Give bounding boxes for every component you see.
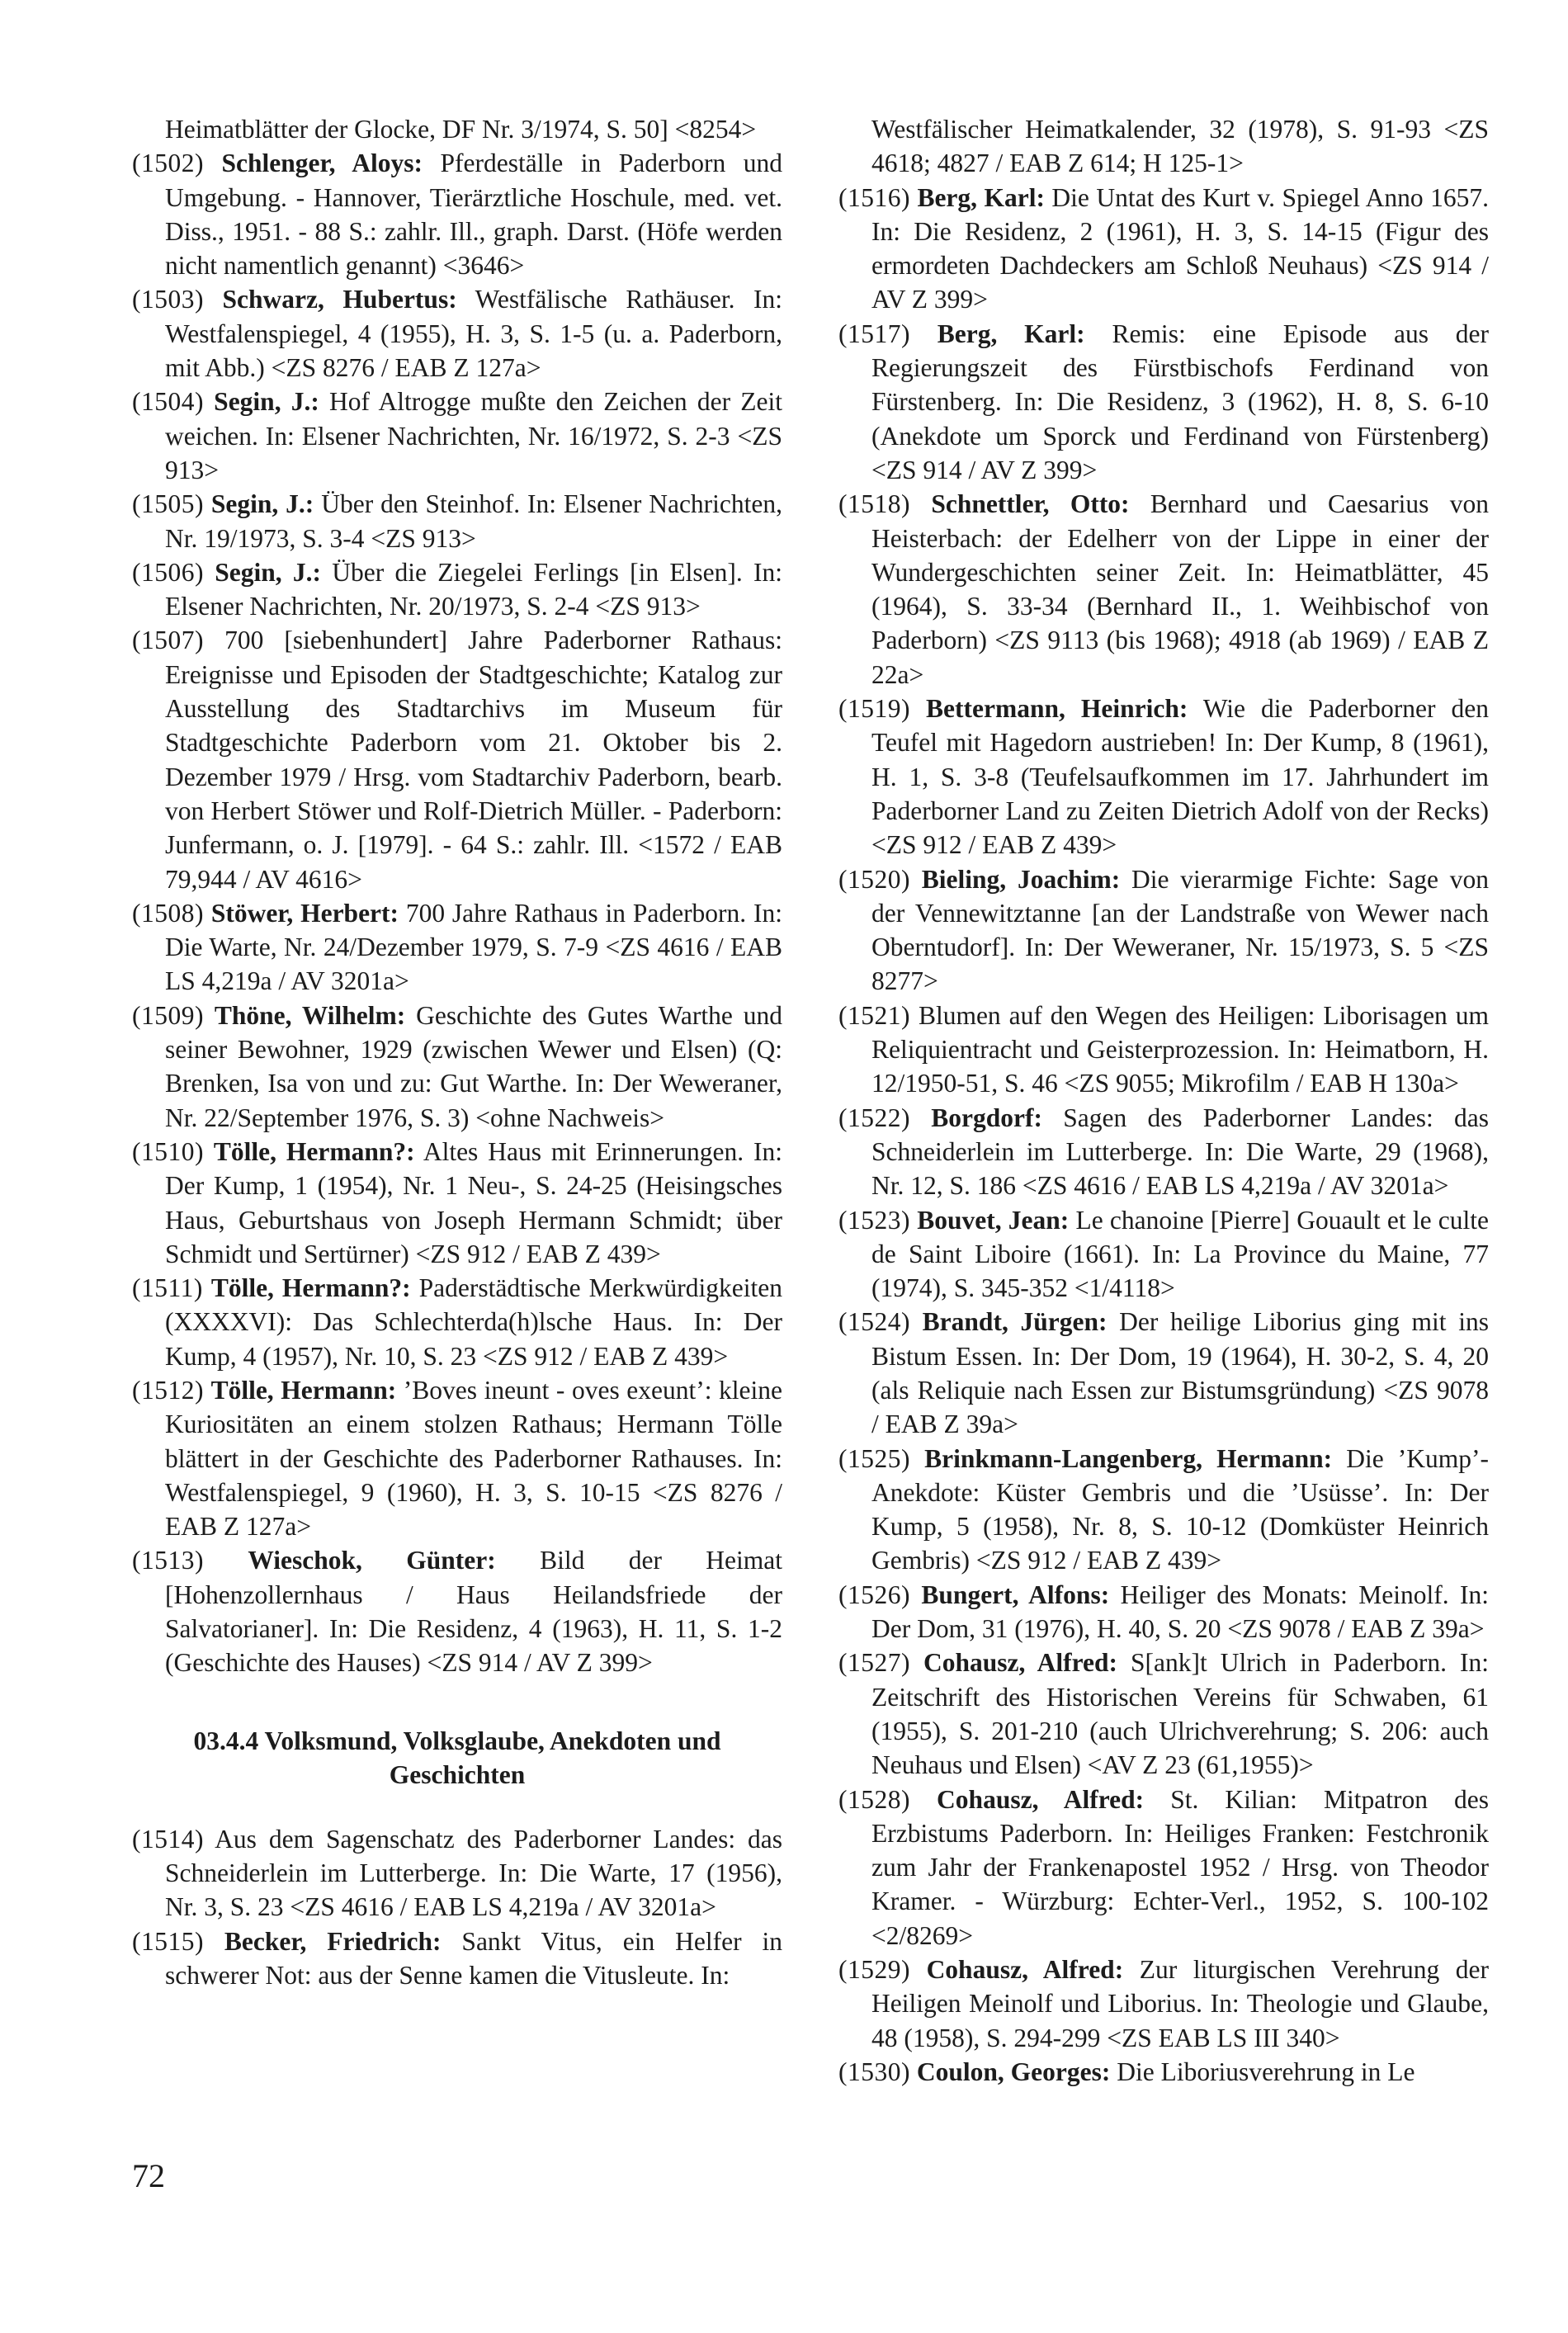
bibliography-entry xyxy=(132,1373,782,1543)
entry-author: Wieschok, Günter: xyxy=(248,1546,496,1575)
entry-text: ’Boves ineunt - oves exeunt’: kleine Kuriositäten an einem stolzen Rathaus; Hermann Tölle blättert in der Geschichte des Paderborner Rathauses. In: Westfalenspiegel, 9 (1960), H. 3, S. 10-15 <ZS 8276 / EAB Z 127a> xyxy=(165,1375,782,1542)
entry-author: Cohausz, Alfred: xyxy=(926,1955,1124,1985)
entry-author: Berg, Karl: xyxy=(937,319,1085,348)
entry-author: Bouvet, Jean: xyxy=(917,1205,1070,1235)
entry-text: Westfälische Rathäuser. In: Westfalenspiegel, 4 (1955), H. 3, S. 1-5 (u. a. Paderborn, mit Abb.) <ZS 8276 / EAB Z 127a> xyxy=(165,285,782,383)
right-column xyxy=(838,112,1489,2089)
bibliography-entry xyxy=(132,896,782,999)
bibliography-entry xyxy=(132,146,782,282)
bibliography-entry xyxy=(838,1203,1489,1306)
bibliography-entry xyxy=(838,1953,1489,2055)
entry-text: Bernhard und Caesarius von Heisterbach: der Edelherr von der Lippe in einer der Wundergeschichten seiner Zeit. In: Heimatblätter, 45 (1964), S. 33-34 (Bernhard II., 1. Weihbischof von Paderborn) <ZS 9113 (bis 1968); 4918 (ab 1969) / EAB Z 22a> xyxy=(871,489,1490,689)
entry-number: (1503) xyxy=(132,285,204,314)
entry-author: Segin, J.: xyxy=(214,387,319,417)
entry-number: (1525) xyxy=(838,1443,910,1473)
entry-author: Cohausz, Alfred: xyxy=(937,1784,1145,1814)
bibliography-entry xyxy=(838,487,1489,692)
entry-text: Blumen auf den Wegen des Heiligen: Liborisagen um Reliquientracht und Geisterprozession. In: Heimatborn, H. 12/1950-51, S. 46 <ZS 9055; Mikrofilm / EAB H 130a> xyxy=(871,1000,1490,1098)
entry-author: Tölle, Hermann?: xyxy=(210,1273,411,1303)
entry-number: (1509) xyxy=(132,1000,204,1030)
entry-number: (1521) xyxy=(838,1000,910,1030)
entry-number: (1519) xyxy=(838,694,910,724)
entry-author: Segin, J.: xyxy=(210,489,314,519)
entry-text: 700 Jahre Rathaus in Paderborn. In: Die Warte, Nr. 24/Dezember 1979, S. 7-9 <ZS 4616 / EAB LS 4,219a / AV 3201a> xyxy=(165,898,782,996)
entry-number: (1520) xyxy=(838,864,910,894)
entry-number: (1530) xyxy=(838,2057,910,2086)
entry-number: (1523) xyxy=(838,1205,910,1235)
entry-text: Hof Altrogge mußte den Zeichen der Zeit weichen. In: Elsener Nachrichten, Nr. 16/1972, S. 2-3 <ZS 913> xyxy=(165,387,782,484)
entry-author: Stöwer, Herbert: xyxy=(210,898,399,928)
entry-text: Wie die Paderborner den Teufel mit Hagedorn austrieben! In: Der Kump, 8 (1961), H. 1, S. 3-8 (Teufelsaufkommen im 17. Jahrhundert im Paderborner Land zu Zeiten Dietrich Adolf von der Recks) <ZS 912 / EAB Z 439> xyxy=(871,694,1490,860)
bibliography-entry xyxy=(838,692,1489,862)
entry-text: Die vierarmige Fichte: Sage von der Vennewitztanne [an der Landstraße von Wewer nach Oberntudorf]. In: Der Weweraner, Nr. 15/1973, S. 5 <ZS 8277> xyxy=(871,864,1490,996)
entry-text: St. Kilian: Mitpatron des Erzbistums Paderborn. In: Heiliges Franken: Festchronik zum Jahr der Frankenapostel 1952 / Hrsg. von Theodor Kramer. - Würzburg: Echter-Verl., 1952, S. 100-102 <2/8269> xyxy=(871,1784,1490,1950)
entry-author: Coulon, Georges: xyxy=(916,2057,1111,2086)
entry-text: Sankt Vitus, ein Helfer in schwerer Not: aus der Senne kamen die Vitusleute. In: xyxy=(165,1926,783,1990)
entry-number: (1515) xyxy=(132,1926,204,1956)
bibliography-entry xyxy=(838,181,1489,317)
left-column xyxy=(132,112,782,1992)
entry-text: S[ank]t Ulrich in Paderborn. In: Zeitschrift des Historischen Vereins für Schwaben, 61 (1955), S. 201-210 (auch Ulrichverehrung; S. 206: auch Neuhaus und Elsen) <AV Z 23 (61,1955)> xyxy=(871,1648,1489,1780)
entry-text: Sagen des Paderborner Landes: das Schneiderlein im Lutterberge. In: Die Warte, 29 (1968), Nr. 12, S. 186 <ZS 4616 / EAB LS 4,219a / AV 3201a> xyxy=(871,1103,1489,1201)
entry-author: Schlenger, Aloys: xyxy=(221,149,423,178)
entry-text: Über die Ziegelei Ferlings [in Elsen]. In: Elsener Nachrichten, Nr. 20/1973, S. 2-4 <ZS 913> xyxy=(165,557,783,621)
entry-number: (1524) xyxy=(838,1307,910,1337)
entry-text: Le chanoine [Pierre] Gouault et le culte de Saint Liboire (1661). In: La Province du Maine, 77 (1974), S. 345-352 <1/4118> xyxy=(871,1205,1490,1303)
bibliography-entry xyxy=(132,487,782,555)
bibliography-entry xyxy=(838,999,1489,1101)
bibliography-entry xyxy=(132,1271,782,1373)
entry-text: Aus dem Sagenschatz des Paderborner Landes: das Schneiderlein im Lutterberge. In: Die Warte, 17 (1956), Nr. 3, S. 23 <ZS 4616 / EAB LS 4,219a / AV 3201a> xyxy=(165,1824,782,1922)
entry-author: Bungert, Alfons: xyxy=(921,1580,1110,1609)
entry-author: Borgdorf: xyxy=(931,1103,1042,1132)
entry-text: Die Untat des Kurt v. Spiegel Anno 1657. In: Die Residenz, 2 (1961), H. 3, S. 14-15 (Figur des ermordeten Dachdeckers am Schloß Neuhaus) <ZS 914 / AV Z 399> xyxy=(871,182,1489,314)
bibliography-entry xyxy=(838,1101,1489,1203)
bibliography-entry xyxy=(132,282,782,385)
entry-text: Heiliger des Monats: Meinolf. In: Der Dom, 31 (1976), H. 40, S. 20 <ZS 9078 / EAB Z 39a> xyxy=(871,1580,1489,1644)
bibliography-entry xyxy=(132,1924,782,1993)
entry-list xyxy=(132,1822,782,1992)
entry-author: Segin, J.: xyxy=(215,557,322,587)
entry-number: (1517) xyxy=(838,319,910,348)
entry-number: (1526) xyxy=(838,1580,910,1609)
continuation-text: Westfälischer Heimatkalender, 32 (1978), S. 91-93 <ZS 4618; 4827 / EAB Z 614; H 125-1> xyxy=(871,115,1489,178)
entry-number: (1504) xyxy=(132,387,204,417)
entry-number: (1516) xyxy=(838,182,910,212)
entry-number: (1511) xyxy=(132,1273,203,1303)
entry-number: (1512) xyxy=(132,1375,204,1405)
entry-number: (1527) xyxy=(838,1648,910,1678)
entry-number: (1522) xyxy=(838,1103,910,1132)
entry-number: (1502) xyxy=(132,149,204,178)
entry-text: Die Liboriusverehrung in Le xyxy=(1110,2057,1415,2086)
entry-text: Die ’Kump’-Anekdote: Küster Gembris und die ’Usüsse’. In: Der Kump, 5 (1958), Nr. 8, S. 10-12 (Domküster Heinrich Gembris) <ZS 912 / EAB Z 439> xyxy=(871,1443,1490,1575)
entry-text: Remis: eine Episode aus der Regierungszeit des Fürstbischofs Ferdinand von Fürstenberg. In: Die Residenz, 3 (1962), H. 8, S. 6-10 (Anekdote um Sporck und Ferdinand von Fürstenberg) <ZS 914 / AV Z 399> xyxy=(871,319,1490,484)
bibliography-entry xyxy=(132,555,782,624)
entry-author: Bettermann, Heinrich: xyxy=(926,694,1188,724)
entry-number: (1513) xyxy=(132,1546,204,1575)
entry-number: (1508) xyxy=(132,898,204,928)
entry-text: Paderstädtische Merkwürdigkeiten (XXXXVI): Das Schlechterda(h)lsche Haus. In: Der Kump, 4 (1957), Nr. 10, S. 23 <ZS 912 / EAB Z 439> xyxy=(165,1273,783,1371)
continuation-text: Heimatblätter der Glocke, DF Nr. 3/1974, S. 50] <8254> xyxy=(165,115,757,144)
bibliography-entry xyxy=(838,2055,1489,2089)
bibliography-entry xyxy=(838,862,1489,999)
entry-text: 700 [siebenhundert] Jahre Paderborner Rathaus: Ereignisse und Episoden der Stadtgeschichte; Katalog zur Ausstellung des Stadtarchivs im Museum für Stadtgeschichte Paderborn vom 21. Oktober bis 2. Dezember 1979 / Hrsg. vom Stadtarchiv Paderborn, bearb. von Herbert Stöwer und Rolf-Dietrich Müller. - Paderborn: Junfermann, o. J. [1979]. - 64 S.: zahlr. Ill. <1572 / EAB 79,944 / AV 4616> xyxy=(165,626,782,894)
entry-author: Brandt, Jürgen: xyxy=(922,1307,1108,1337)
entry-number: (1514) xyxy=(132,1824,204,1854)
entry-text: Pferdeställe in Paderborn und Umgebung. - Hannover, Tierärztliche Hoschule, med. vet. Diss., 1951. - 88 S.: zahlr. Ill., graph. Darst. (Höfe werden nicht namentlich genannt) <3646> xyxy=(165,149,782,281)
page-number: 72 xyxy=(132,2157,165,2194)
bibliography-entry xyxy=(132,1543,782,1679)
bibliography-entry xyxy=(838,1442,1489,1578)
bibliography-entry xyxy=(132,1822,782,1924)
entry-number: (1529) xyxy=(838,1955,910,1985)
bibliography-entry xyxy=(838,1646,1489,1782)
entry-number: (1510) xyxy=(132,1136,204,1166)
bibliography-entry xyxy=(838,1305,1489,1441)
entry-author: Berg, Karl: xyxy=(917,182,1045,212)
entry-author: Tölle, Hermann: xyxy=(210,1375,397,1405)
entry-text: Über den Steinhof. In: Elsener Nachrichten, Nr. 19/1973, S. 3-4 <ZS 913> xyxy=(165,489,783,553)
entry-text: Bild der Heimat [Hohenzollernhaus / Haus Heilandsfriede der Salvatorianer]. In: Die Residenz, 4 (1963), H. 11, S. 1-2 (Geschichte des Hauses) <ZS 914 / AV Z 399> xyxy=(165,1546,783,1678)
entry-list xyxy=(132,146,782,1679)
entry-author: Becker, Friedrich: xyxy=(224,1926,442,1956)
entry-number: (1528) xyxy=(838,1784,910,1814)
entry-author: Brinkmann-Langenberg, Hermann: xyxy=(924,1443,1333,1473)
entry-number: (1518) xyxy=(838,489,910,519)
bibliography-entry xyxy=(132,999,782,1135)
entry-author: Bieling, Joachim: xyxy=(921,864,1121,894)
bibliography-entry xyxy=(132,385,782,487)
entry-author: Schwarz, Hubertus: xyxy=(222,285,457,314)
bibliography-entry xyxy=(838,317,1489,487)
bibliography-entry xyxy=(132,1135,782,1271)
bibliography-entry xyxy=(838,1578,1489,1646)
entry-author: Tölle, Hermann?: xyxy=(213,1136,415,1166)
entry-number: (1506) xyxy=(132,557,204,587)
entry-text: Geschichte des Gutes Warthe und seiner Bewohner, 1929 (zwischen Wewer und Elsen) (Q: Brenken, Isa von und zu: Gut Warthe. In: Der Weweraner, Nr. 22/September 1976, S. 3) <ohne Nachweis> xyxy=(165,1000,782,1132)
entry-author: Schnettler, Otto: xyxy=(931,489,1130,519)
bibliography-entry xyxy=(838,1783,1489,1953)
entry-number: (1507) xyxy=(132,626,204,655)
entry-author: Cohausz, Alfred: xyxy=(923,1648,1118,1678)
entry-author: Thöne, Wilhelm: xyxy=(214,1000,406,1030)
bibliography-entry xyxy=(132,623,782,895)
entry-number: (1505) xyxy=(132,489,204,519)
entry-text: Der heilige Liborius ging mit ins Bistum Essen. In: Der Dom, 19 (1964), H. 30-2, S. 4, 20 (als Reliquie nach Essen zur Bistumsgründung) <ZS 9078 / EAB Z 39a> xyxy=(871,1307,1489,1439)
entry-text: Altes Haus mit Erinnerungen. In: Der Kump, 1 (1954), Nr. 1 Neu-, S. 24-25 (Heisingsches Haus, Geburtshaus von Joseph Hermann Schmidt; über Schmidt und Sertürner) <ZS 912 / EAB Z 439> xyxy=(165,1136,782,1268)
section-heading: 03.4.4 Volksmund, Volksglaube, Anekdoten und Geschichten xyxy=(193,1726,721,1789)
entry-text: Zur liturgischen Verehrung der Heiligen Meinolf und Liborius. In: Theologie und Glaube, 48 (1958), S. 294-299 <ZS EAB LS III 340> xyxy=(871,1955,1489,2052)
entry-list xyxy=(838,181,1489,2090)
